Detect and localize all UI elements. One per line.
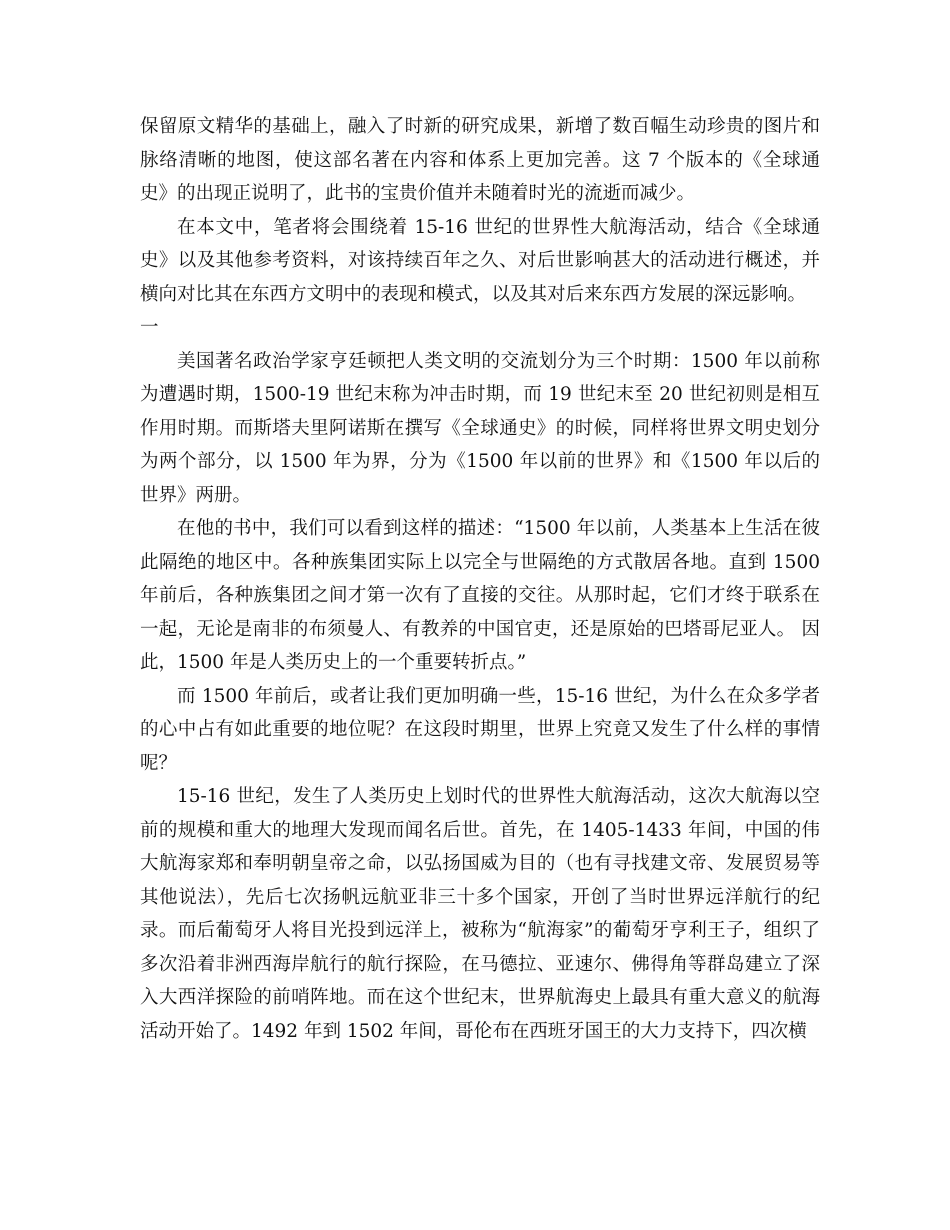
paragraph-intro: 在本文中，笔者将会围绕着 15-16 世纪的世界性大航海活动，结合《全球通史》以及其他参考资料，对该持续百年之久、对后世影响甚大的活动进行概述，并横向对比其在东西方文明中的表现和模式，以及其对后来东西方发展的深远影响。 xyxy=(140,216,820,305)
section-number: 一 xyxy=(140,317,159,338)
paragraph-huntington: 美国著名政治学家亨廷顿把人类文明的交流划分为三个时期：1500 年以前称为遭遇时期，1500-19 世纪末称为冲击时期，而 19 世纪末至 20 世纪初则是相互作用时期。而斯塔夫里阿诺斯在撰写《全球通史》的时候，同样将世界文明史划分为两个部分，以 1500 年为界，分为《1500 年以前的世界》和《1500 年以后的世界》两册。 xyxy=(140,350,820,506)
paragraph-voyages: 15-16 世纪，发生了人类历史上划时代的世界性大航海活动，这次大航海以空前的规模和重大的地理大发现而闻名后世。首先，在 1405-1433 年间，中国的伟大航海家郑和奉明朝皇帝之命，以弘扬国威为目的（也有寻找建文帝、发展贸易等其他说法），先后七次扬帆远航亚非三十多个国家，开创了当时世界远洋航行的纪录。而后葡萄牙人将目光投到远洋上，被称为“航海家”的葡萄牙亨利王子，组织了多次沿着非洲西海岸航行的航行探险，在马德拉、亚速尔、佛得角等群岛建立了深入大西洋探险的前哨阵地。而在这个世纪末，世界航海史上最具有重大意义的航海活动开始了。1492 年到 1502 年间，哥伦布在西班牙国王的大力支持下，四次横 xyxy=(140,786,820,1042)
paragraph-quote: 在他的书中，我们可以看到这样的描述：“1500 年以前，人类基本上生活在彼此隔绝的地区中。各种族集团实际上以完全与世隔绝的方式散居各地。直到 1500 年前后，各种族集团之间才第一次有了直接的交往。从那时起，它们才终于联系在一起，无论是南非的布须曼人、有教养的中国官吏，还是原始的巴塔哥尼亚人。 因此，1500 年是人类历史上的一个重要转折点。” xyxy=(140,518,820,673)
document-page xyxy=(140,110,820,1048)
paragraph-question: 而 1500 年前后，或者让我们更加明确一些，15-16 世纪，为什么在众多学者的心中占有如此重要的地位呢？在这段时期里，世界上究竟又发生了什么样的事情呢？ xyxy=(140,685,820,774)
paragraph-continuation: 保留原文精华的基础上，融入了时新的研究成果，新增了数百幅生动珍贵的图片和脉络清晰的地图，使这部名著在内容和体系上更加完善。这 7 个版本的《全球通史》的出现正说明了，此书的宝贵价值并未随着时光的流逝而减少。 xyxy=(140,116,820,204)
